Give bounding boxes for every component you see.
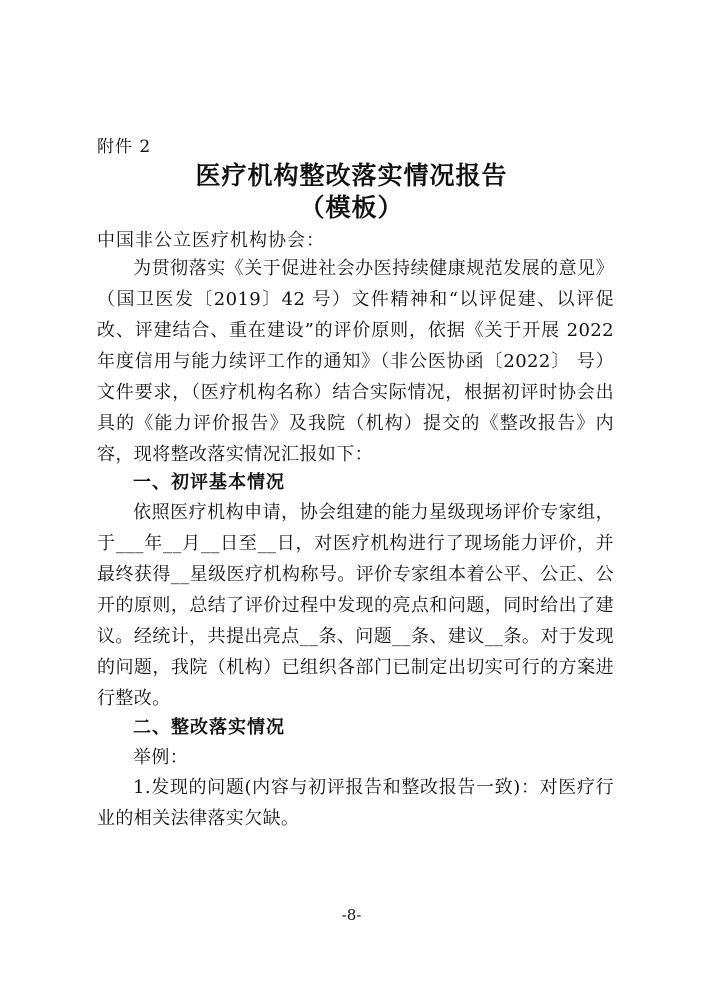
document-subtitle: （模板） bbox=[299, 193, 404, 222]
section-heading-2: 二、整改落实情况 bbox=[133, 717, 285, 738]
document-title: 医疗机构整改落实情况报告 bbox=[195, 161, 508, 190]
section1-paragraph bbox=[97, 497, 614, 714]
page-number: -8- bbox=[341, 906, 362, 924]
example-item-1-text: 1.发现的问题(内容与初评报告和整改报告一致)：对医疗行业的相关法律落实欠缺。 bbox=[97, 777, 614, 829]
example-item-1 bbox=[97, 772, 614, 834]
salutation: 中国非公立医疗机构协会： bbox=[97, 230, 325, 251]
intro-paragraph bbox=[97, 253, 614, 470]
attachment-label: 附件 2 bbox=[97, 137, 152, 157]
intro-paragraph-text: 为贯彻落实《关于促进社会办医持续健康规范发展的意见》（国卫医发〔2019〕42 号）文件精神和“以评促建、以评促改、评建结合、重在建设”的评价原则，依据《关于开展 2022 年度信用与能力续评工作的通知》（非公医协函〔2022〕 号）文件要求，（医疗机构名称）结合实际情况，根据初评时协会出具的《能力评价报告》及我院（机构）提交的《整改报告》内容，现将整改落实情况汇报如下： bbox=[97, 258, 614, 465]
section-heading-1: 一、初评基本情况 bbox=[133, 472, 285, 493]
example-label-text: 举例： bbox=[133, 747, 189, 768]
section1-paragraph-text: 依照医疗机构申请，协会组建的能力星级现场评价专家组，于___年__月__日至__日，对医疗机构进行了现场能力评价，并最终获得__星级医疗机构称号。评价专家组本着公平、公正、公开的原则，总结了评价过程中发现的亮点和问题，同时给出了建议。经统计，共提出亮点__条、问题__条、建议__条。对于发现的问题，我院（机构）已组织各部门已制定出切实可行的方案进行整改。 bbox=[97, 502, 614, 709]
example-label bbox=[97, 742, 614, 773]
